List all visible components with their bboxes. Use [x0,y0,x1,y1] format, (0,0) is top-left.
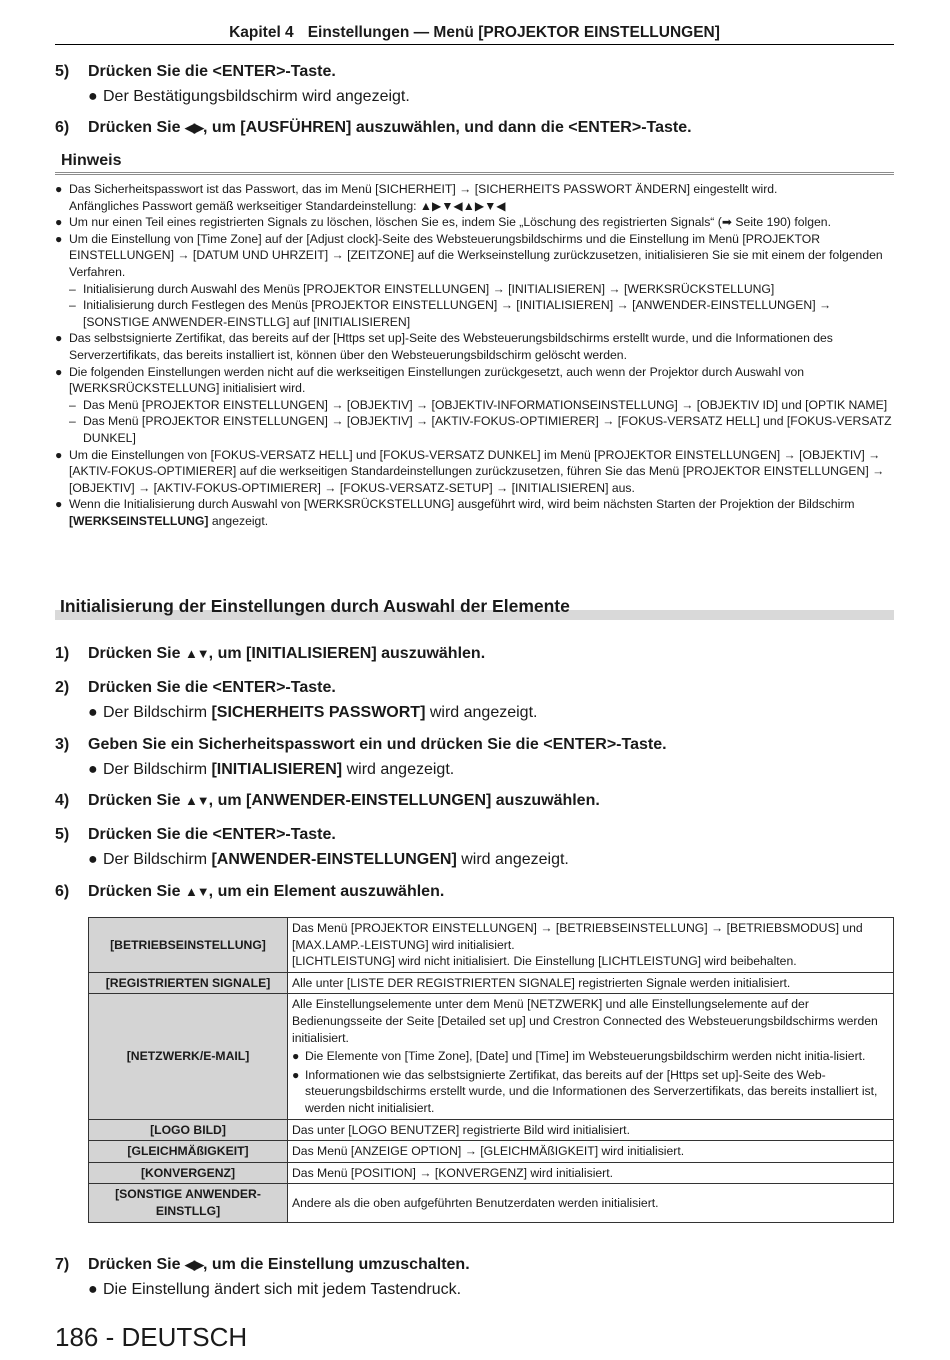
table-key-cell: [LOGO BILD] [89,1119,288,1141]
chapter-header [55,24,894,45]
step-text-pre: Drücken Sie [88,792,185,809]
step-text: Drücken Sie die <ENTER>-Taste. [88,63,336,80]
step-text: Drücken Sie die <ENTER>-Taste. [88,826,336,843]
up-down-arrows-icon: ▲▼ [184,793,209,808]
table-value-cell [288,918,894,973]
table-row [89,994,894,1119]
table-value-cell: Das Menü [POSITION] → [KONVERGENZ] wird initialisiert. [288,1162,894,1184]
step-text: Drücken Sie die <ENTER>-Taste. [88,679,336,696]
note-text: Das Menü [PROJEKTOR EINSTELLUNGEN] → [OBJEKTIV] → [OBJEKTIV-INFORMATIONSEINSTELLUNG] → [OBJEKTIV ID] und [OPTIK NAME] [83,397,888,412]
step-7 [55,1256,470,1274]
table-row [89,1119,894,1141]
step-text-post: , um [AUSFÜHREN] auszuwählen, und dann die <ENTER>-Taste. [202,119,692,136]
up-down-arrows-icon: ▲▼ [184,884,209,899]
note-text: Das Menü [PROJEKTOR EINSTELLUNGEN] → [OBJEKTIV] → [AKTIV-FOKUS-OPTIMIERER] → [FOKUS-VERSATZ HELL] und [FOKUS-VERSATZ DUNKEL] [83,414,892,445]
step-5-result [88,88,410,106]
result-text-bold: [SICHERHEITS PASSWORT] [211,704,426,721]
table-value-cell: Das Menü [ANZEIGE OPTION] → [GLEICHMÄßIGKEIT] wird initialisiert. [288,1141,894,1163]
step-number: 2) [55,679,70,696]
hint-heading: Hinweis [55,152,894,175]
table-key-cell: [NETZWERK/E-MAIL] [89,994,288,1119]
table-value-text: [LICHTLEISTUNG] wird nicht initialisiert. Die Einstellung [LICHTLEISTUNG] wird beibehalten. [292,954,797,969]
step-number: 7) [55,1256,70,1273]
result-text-pre: Der Bildschirm [103,761,212,778]
table-value-text: Das Menü [PROJEKTOR EINSTELLUNGEN] → [BETRIEBSEINSTELLUNG] → [BETRIEBSMODUS] und [MAX.LAMP.-LEISTUNG] wird initialisiert. [292,921,863,952]
bullet-icon: ● [88,851,98,868]
dash-icon: – [69,414,76,429]
step-number: 5) [55,826,70,843]
bullet-icon: ● [55,182,63,196]
note-text: Die folgenden Einstellungen werden nicht auf die werkseitigen Einstellungen zurückgesetzt, auch wenn der Projektor durch Auswahl von [WERKSRÜCKSTELLUNG] initialisiert wird. [69,364,805,396]
note-subitem [55,413,900,446]
note-text: Um die Einstellungen von [FOKUS-VERSATZ HELL] und [FOKUS-VERSATZ DUNKEL] im Menü [PROJEKTOR EINSTELLUNGEN] → [OBJEKTIV] → [AKTIV-FOKUS-OPTIMIERER] auf die werkseitigen Standardeinstellungen zurückzusetzen, führen Sie das Menü [PROJEKTOR EINSTELLUNGEN] → [OBJEKTIV] → [AKTIV-FOKUS-OPTIMIERER] → [FOKUS-VERSATZ-SETUP] → [INITIALISIEREN] aus. [69,447,885,495]
note-text: Wenn die Initialisierung durch Auswahl von [WERKSRÜCKSTELLUNG] ausgeführt wird, wird beim nächsten Starten der Projektion der Bildschirm [69,497,855,512]
table-row [89,1184,894,1222]
table-value-text: Alle Einstellungselemente unter dem Menü [NETZWERK] und alle Einstellungselemente auf der Bedienungsseite der Seite [Detailed set up] und Crestron Connected des Websteuerungsbildschirms werden initialisiert. [292,997,878,1045]
left-right-arrows-icon: ◀▶ [184,1257,203,1272]
step-number: 4) [55,792,70,809]
step-5 [55,826,336,844]
bullet-icon: ● [55,497,63,512]
table-bullet-item [292,1048,889,1065]
up-down-arrows-icon: ▲▼ [184,646,209,661]
result-text-pre: Der Bildschirm [103,704,212,721]
note-item [55,364,900,397]
note-bold-text: [WERKSEINSTELLUNG] [69,513,209,528]
step-text-post: , um [ANWENDER-EINSTELLUNGEN] auszuwählen. [208,792,600,809]
table-key-cell: [SONSTIGE ANWENDER-EINSTLLG] [89,1184,288,1222]
note-text: angezeigt. [208,513,269,528]
step-number: 6) [55,883,70,900]
note-item [55,496,900,529]
table-row [89,918,894,973]
note-item [55,330,900,363]
bullet-icon: ● [55,331,63,346]
step-7-result [88,1281,461,1299]
chapter-title: Einstellungen — Menü [PROJEKTOR EINSTELLUNGEN] [307,24,720,41]
table-key-cell: [KONVERGENZ] [89,1162,288,1184]
step-3-result [88,761,454,779]
note-text: Initialisierung durch Festlegen des Menüs [PROJEKTOR EINSTELLUNGEN] → [INITIALISIEREN] → [ANWENDER-EINSTELLUNGEN] → [SONSTIGE ANWENDER-EINSTLLG] auf [INITIALISIEREN] [83,298,832,329]
bullet-icon: ● [88,1281,98,1298]
step-6-top [55,119,692,137]
table-key-cell: [REGISTRIERTEN SIGNALE] [89,972,288,994]
step-text-pre: Drücken Sie [88,645,185,662]
result-text-bold: [INITIALISIEREN] [211,761,343,778]
note-text: Das Sicherheitspasswort ist das Passwort, das im Menü [SICHERHEIT] → [SICHERHEITS PASSWORT ÄNDERN] eingestellt wird. [69,182,778,196]
table-row [89,972,894,994]
step-text-pre: Drücken Sie [88,883,185,900]
table-bullet-item [292,1067,889,1117]
table-key-cell: [GLEICHMÄßIGKEIT] [89,1141,288,1163]
table-value-text: Die Elemente von [Time Zone], [Date] und [Time] im Websteuerungsbildschirm werden nicht initia-lisiert. [305,1049,866,1064]
result-text-post: wird angezeigt. [456,851,569,868]
left-right-arrows-icon: ◀▶ [184,120,203,135]
step-5-result [88,851,569,869]
step-number: 1) [55,645,70,662]
note-subitem [55,281,900,298]
hint-notes [55,181,900,529]
table-key-cell: [BETRIEBSEINSTELLUNG] [89,918,288,973]
step-number: 5) [55,63,70,80]
dash-icon: – [69,397,76,412]
step-2-result [88,704,537,722]
step-4 [55,792,600,810]
bullet-icon: ● [55,364,63,379]
bullet-icon: ● [55,231,63,246]
section-heading-text: Initialisierung der Einstellungen durch Auswahl der Elemente [60,596,570,616]
page-footer: 186 - DEUTSCH [55,1322,248,1352]
table-value-cell: Andere als die oben aufgeführten Benutzerdaten werden initialisiert. [288,1184,894,1222]
step-3 [55,736,667,754]
dash-icon: – [69,281,76,296]
note-text: Um nur einen Teil eines registrierten Signals zu löschen, löschen Sie es, indem Sie „Löschung des registrierten Signals“ (➡ Seite 190) folgen. [69,215,831,230]
table-value-cell [288,994,894,1119]
note-item [55,181,900,214]
chapter-number: Kapitel 4 [229,24,294,41]
bullet-icon: ● [55,447,63,462]
note-subitem [55,397,900,414]
note-item [55,447,900,497]
step-text-post: , um [INITIALISIEREN] auszuwählen. [208,645,486,662]
result-text: Der Bestätigungsbildschirm wird angezeigt. [103,88,410,105]
initialization-items-table [88,917,894,1223]
section-heading [55,595,894,621]
step-text-post: , um die Einstellung umzuschalten. [202,1256,470,1273]
dash-icon: – [69,298,76,313]
step-2 [55,679,336,697]
bullet-icon: ● [88,761,98,778]
step-5-top [55,63,336,81]
bullet-icon: ● [292,1067,300,1082]
step-number: 6) [55,119,70,136]
table-row [89,1141,894,1163]
table-value-cell: Das unter [LOGO BENUTZER] registrierte Bild wird initialisiert. [288,1119,894,1141]
step-text-pre: Drücken Sie [88,1256,185,1273]
step-number: 3) [55,736,70,753]
note-item [55,231,900,281]
bullet-icon: ● [88,704,98,721]
note-text: Um die Einstellung von [Time Zone] auf der [Adjust clock]-Seite des Websteuerungsbildschirms und die Einstellung im Menü [PROJEKTOR EINSTELLUNGEN] → [DATUM UND UHRZEIT] → [ZEITZONE] auf die Werkseinstellung zurückzusetzen, initialisieren Sie sie mit einem der folgenden Verfahren. [69,231,883,279]
note-subitem [55,297,900,330]
step-1 [55,645,485,663]
bullet-icon: ● [88,88,98,105]
result-text-pre: Der Bildschirm [103,851,212,868]
note-item [55,214,900,231]
result-text: Die Einstellung ändert sich mit jedem Tastendruck. [103,1281,462,1298]
table-value-text: Informationen wie das selbstsignierte Zertifikat, das bereits auf der [Https set up]-Seite des Web-steuerungsbildschirms erstellt wurde, und die Informationen des Serverzertifikats, das bereits installiert ist, werden nicht initialisiert. [305,1067,878,1115]
step-text: Geben Sie ein Sicherheitspasswort ein und drücken Sie die <ENTER>-Taste. [88,736,667,753]
result-text-bold: [ANWENDER-EINSTELLUNGEN] [211,851,457,868]
bullet-icon: ● [292,1049,300,1064]
step-text-post: , um ein Element auszuwählen. [208,883,445,900]
table-row [89,1162,894,1184]
bullet-icon: ● [55,215,63,230]
step-6 [55,883,444,901]
step-text-pre: Drücken Sie [88,119,185,136]
table-value-cell: Alle unter [LISTE DER REGISTRIERTEN SIGNALE] registrierten Signale werden initialisiert. [288,972,894,994]
note-text: Anfängliches Passwort gemäß werkseitiger Standardeinstellung: ▲▶▼◀▲▶▼◀ [69,198,506,213]
note-text: Initialisierung durch Auswahl des Menüs [PROJEKTOR EINSTELLUNGEN] → [INITIALISIEREN] → [WERKSRÜCKSTELLUNG] [83,281,775,296]
note-text: Das selbstsignierte Zertifikat, das bereits auf der [Https set up]-Seite des Websteuerungsbildschirms erstellt wurde, und die Informationen des Serverzertifikats, das bereits installiert ist, können über den Websteuerungsbildschirm gelöscht werden. [69,331,833,362]
result-text-post: wird angezeigt. [342,761,455,778]
result-text-post: wird angezeigt. [425,704,538,721]
